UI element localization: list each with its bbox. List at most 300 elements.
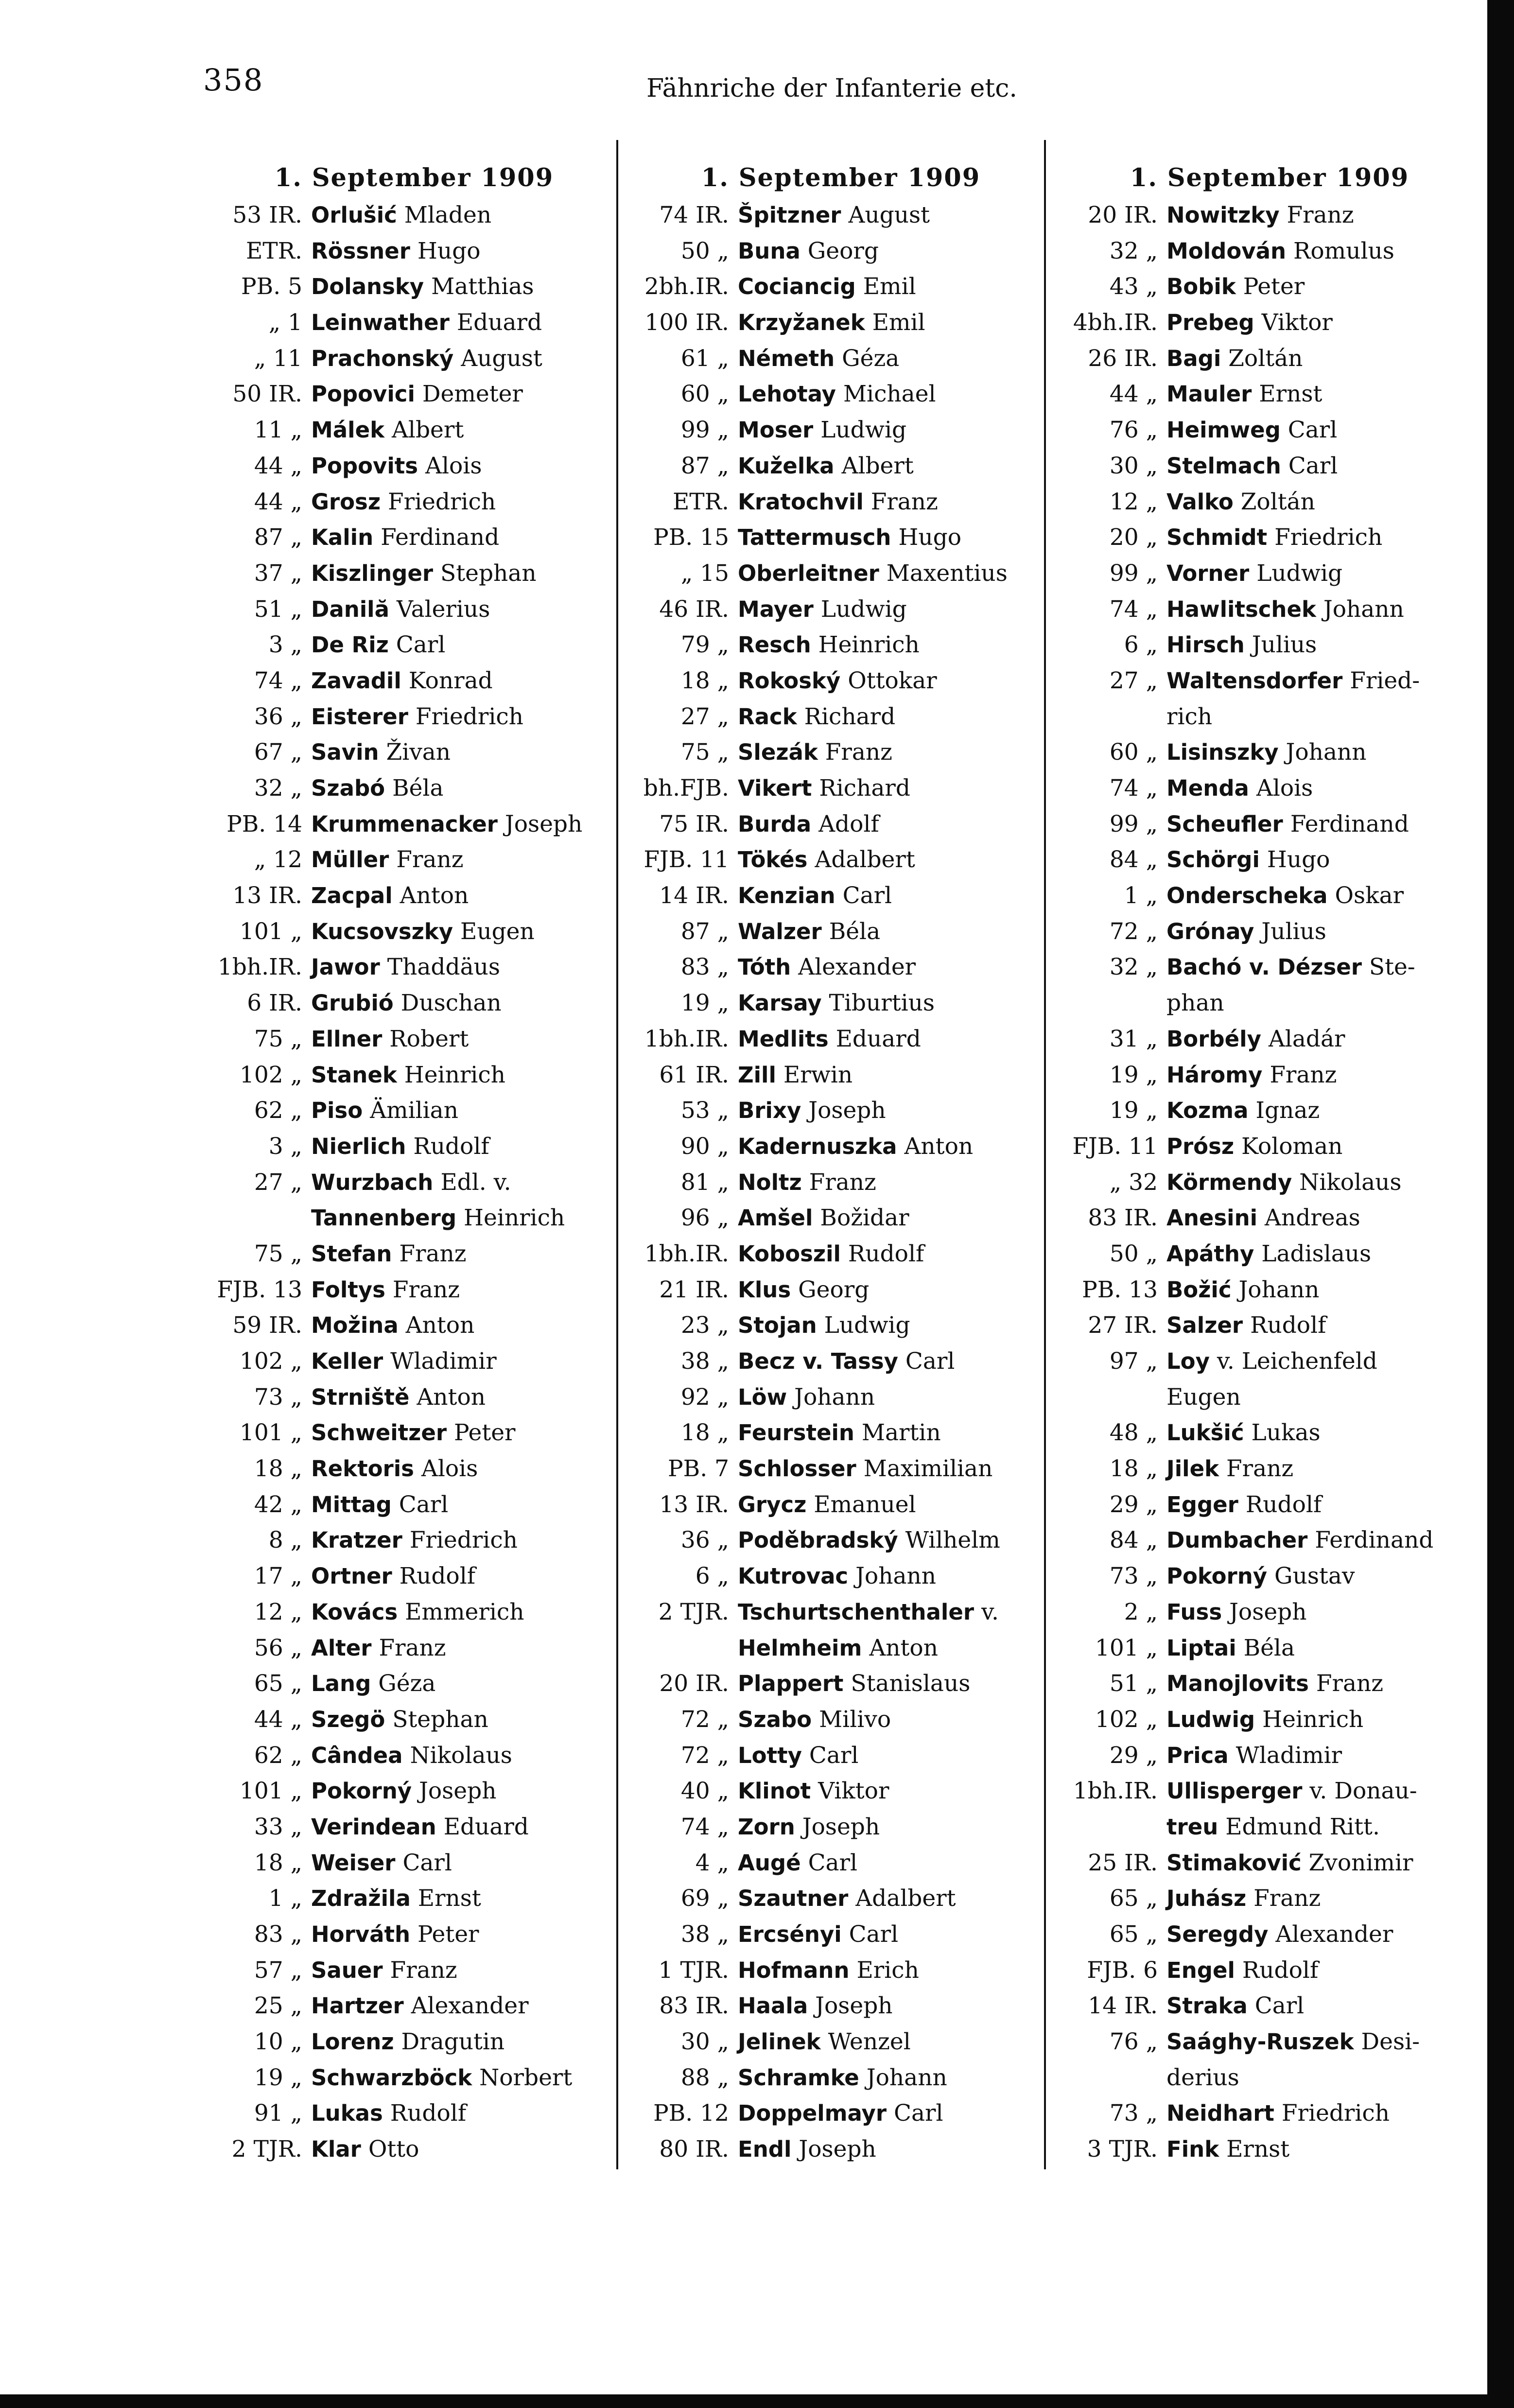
surname: Resch xyxy=(738,632,811,658)
surname: Feurstein xyxy=(738,1420,854,1446)
entry-line xyxy=(627,1666,1055,1702)
person-name xyxy=(738,1165,1055,1201)
entry-line xyxy=(200,1953,628,1989)
given-name: Eugen xyxy=(1166,1383,1241,1411)
person-name xyxy=(311,949,628,985)
given-name: Franz xyxy=(1226,1455,1294,1483)
entry-line xyxy=(200,1773,628,1809)
given-name: Zvonimir xyxy=(1308,1849,1413,1876)
regiment-label xyxy=(1056,985,1166,1021)
regiment-label: 51 „ xyxy=(254,595,302,623)
entry-line xyxy=(200,1558,628,1594)
given-name: Friedrich xyxy=(1281,2100,1390,2127)
person-name xyxy=(1166,663,1483,699)
person-name xyxy=(311,2060,628,2096)
surname: Dolansky xyxy=(311,274,424,300)
entry-line xyxy=(627,1881,1055,1917)
given-name: Wenzel xyxy=(828,2028,911,2056)
surname: Lukas xyxy=(311,2100,383,2127)
person-name xyxy=(311,1272,628,1308)
regiment-label: 75 „ xyxy=(254,1240,302,1267)
surname: Salzer xyxy=(1166,1312,1243,1339)
regiment-label: 83 „ xyxy=(254,1921,302,1948)
person-name xyxy=(1166,520,1483,556)
given-name: Zoltán xyxy=(1240,488,1315,515)
surname: Grubió xyxy=(311,990,394,1016)
given-name: August xyxy=(461,345,542,372)
surname: Grosz xyxy=(311,489,381,515)
person-name xyxy=(738,1487,1055,1523)
given-name: Hugo xyxy=(417,237,481,264)
entry-line xyxy=(200,376,628,412)
person-name xyxy=(311,197,628,233)
regiment-label: 99 „ xyxy=(680,417,729,444)
given-name: Nikolaus xyxy=(410,1742,512,1769)
surname: Waltensdorfer xyxy=(1166,667,1343,694)
given-name: Franz xyxy=(399,1240,467,1267)
given-name: Emil xyxy=(872,309,925,336)
entry-line xyxy=(1056,1702,1483,1738)
given-name: Ottokar xyxy=(848,667,937,694)
given-name: Rudolf xyxy=(390,2100,467,2127)
regiment-label: „ 15 xyxy=(680,559,729,587)
given-name: Stephan xyxy=(440,559,537,587)
regiment-label: 50 „ xyxy=(1109,1240,1158,1267)
given-name: Franz xyxy=(1270,1061,1337,1088)
regiment-label: 102 „ xyxy=(1095,1706,1158,1733)
person-name xyxy=(1166,1988,1483,2024)
surname: Tschurtschenthaler xyxy=(738,1599,975,1625)
regiment-label: 1bh.IR. xyxy=(644,1025,729,1052)
given-name: phan xyxy=(1166,990,1224,1017)
entry-line xyxy=(1056,2131,1483,2167)
person-name xyxy=(738,1379,1055,1415)
regiment-label: 44 „ xyxy=(1109,381,1158,408)
given-name: Stanislaus xyxy=(851,1670,971,1697)
given-name: Heinrich xyxy=(463,1204,565,1232)
person-name xyxy=(1166,1809,1483,1845)
given-name: Johann xyxy=(855,1563,937,1590)
given-name: Carl xyxy=(1288,452,1338,479)
surname: Schmidt xyxy=(1166,524,1268,551)
regiment-label: 18 „ xyxy=(680,667,729,694)
person-name xyxy=(1166,699,1483,735)
entry-line xyxy=(1056,949,1483,985)
surname: Brixy xyxy=(738,1098,801,1124)
person-name xyxy=(311,1558,628,1594)
regiment-label: PB. 12 xyxy=(653,2100,729,2127)
regiment-label: 14 IR. xyxy=(659,882,729,909)
given-name: Adalbert xyxy=(855,1885,956,1912)
surname: Krummenacker xyxy=(311,811,498,837)
surname: Lehotay xyxy=(738,381,836,407)
entry-line xyxy=(627,663,1055,699)
entry-line xyxy=(1056,592,1483,628)
given-name: Franz xyxy=(1287,202,1354,228)
surname: Špitzner xyxy=(738,202,841,228)
given-name: Erwin xyxy=(783,1061,853,1088)
entry-line xyxy=(1056,878,1483,914)
surname: Hirsch xyxy=(1166,632,1245,658)
regiment-label: FJB. 11 xyxy=(644,846,729,873)
surname: Nowitzky xyxy=(1166,202,1280,228)
person-name xyxy=(738,197,1055,233)
person-name xyxy=(1166,1200,1483,1236)
entry-line xyxy=(627,1558,1055,1594)
given-name: Franz xyxy=(1316,1670,1384,1697)
surname: Mauler xyxy=(1166,381,1252,407)
person-name xyxy=(1166,1415,1483,1451)
person-name xyxy=(1166,592,1483,628)
entry-line xyxy=(200,305,628,341)
person-name xyxy=(311,1666,628,1702)
surname: Popovici xyxy=(311,381,415,407)
surname: Kalin xyxy=(311,524,374,551)
regiment-label: 72 „ xyxy=(680,1706,729,1733)
person-name xyxy=(1166,1953,1483,1989)
regiment-label: 90 „ xyxy=(680,1133,729,1160)
given-name: Carl xyxy=(849,1921,899,1948)
given-name: Andreas xyxy=(1265,1204,1360,1232)
given-name: Edl. v. xyxy=(440,1169,511,1196)
person-name xyxy=(738,592,1055,628)
regiment-label: 102 „ xyxy=(240,1061,302,1088)
person-name xyxy=(1166,269,1483,305)
person-name xyxy=(311,699,628,735)
entry-line xyxy=(200,1881,628,1917)
regiment-label: 25 „ xyxy=(254,1992,302,2020)
person-name xyxy=(1166,1272,1483,1308)
regiment-label: 3 „ xyxy=(268,1133,302,1160)
person-name xyxy=(738,1988,1055,2024)
person-name xyxy=(311,914,628,950)
regiment-label: 73 „ xyxy=(254,1383,302,1411)
given-name: Friedrich xyxy=(1274,524,1383,551)
person-name xyxy=(1166,1487,1483,1523)
surname: Horváth xyxy=(311,1921,411,1947)
regiment-label: 17 „ xyxy=(254,1563,302,1590)
entry-line xyxy=(627,484,1055,520)
entry-line xyxy=(200,233,628,269)
person-name xyxy=(1166,448,1483,484)
entry-line xyxy=(1056,1917,1483,1953)
regiment-label: 50 „ xyxy=(680,237,729,264)
regiment-label xyxy=(1056,699,1166,735)
person-name xyxy=(311,2024,628,2060)
given-name: Alexander xyxy=(411,1992,529,2020)
entry-line xyxy=(200,1021,628,1057)
entry-line xyxy=(1056,1236,1483,1272)
regiment-label: 6 „ xyxy=(695,1563,729,1590)
regiment-label: 51 „ xyxy=(1109,1670,1158,1697)
surname: Helmheim xyxy=(738,1635,862,1661)
person-name xyxy=(311,305,628,341)
regiment-label: 20 „ xyxy=(1109,524,1158,551)
surname: Lang xyxy=(311,1671,371,1697)
surname: Dumbacher xyxy=(1166,1527,1308,1553)
regiment-label: 14 IR. xyxy=(1088,1992,1158,2020)
surname: Schramke xyxy=(738,2064,859,2091)
given-name: Erich xyxy=(856,1956,919,1984)
entry-line xyxy=(1056,1522,1483,1558)
entry-line xyxy=(200,2060,628,2096)
regiment-label: bh.FJB. xyxy=(643,775,729,802)
entry-line xyxy=(627,842,1055,878)
person-name xyxy=(738,1236,1055,1272)
given-name: Carl xyxy=(808,1849,858,1876)
person-name xyxy=(311,627,628,663)
surname: Buna xyxy=(738,238,801,264)
surname: Tattermusch xyxy=(738,524,891,551)
entry-line xyxy=(1056,484,1483,520)
entry-line xyxy=(627,2024,1055,2060)
entry-line xyxy=(627,1917,1055,1953)
surname: Vorner xyxy=(1166,560,1250,586)
given-name: Carl xyxy=(1288,417,1338,444)
regiment-label: PB. 5 xyxy=(241,273,302,300)
regiment-label: 1 „ xyxy=(268,1885,302,1912)
given-name: Stephan xyxy=(392,1706,488,1733)
person-name xyxy=(311,1308,628,1344)
given-name: Carl xyxy=(399,1491,449,1518)
given-name: Anton xyxy=(904,1133,974,1160)
person-name xyxy=(738,556,1055,592)
given-name: Carl xyxy=(894,2100,943,2127)
entry-line xyxy=(200,985,628,1021)
regiment-label: 46 IR. xyxy=(659,595,729,623)
person-name xyxy=(311,341,628,377)
entry-line xyxy=(200,1451,628,1487)
running-title: Fähnriche der Infanterie etc. xyxy=(646,74,1017,103)
entry-line xyxy=(627,1165,1055,1201)
person-name xyxy=(738,1344,1055,1379)
entry-line xyxy=(1056,1809,1483,1845)
entry-line xyxy=(1056,770,1483,806)
person-name xyxy=(1166,1630,1483,1666)
surname: Schlosser xyxy=(738,1456,856,1482)
person-name xyxy=(311,1809,628,1845)
regiment-label: 43 „ xyxy=(1109,273,1158,300)
person-name xyxy=(311,1881,628,1917)
surname: Jilek xyxy=(1166,1456,1219,1482)
regiment-label: 32 „ xyxy=(1109,954,1158,981)
surname: Anesini xyxy=(1166,1205,1258,1231)
surname: Weiser xyxy=(311,1850,396,1876)
person-name xyxy=(738,1773,1055,1809)
surname: Klinot xyxy=(738,1778,811,1804)
regiment-label: 1 „ xyxy=(1124,882,1158,909)
surname: Fink xyxy=(1166,2136,1219,2163)
person-name xyxy=(738,1451,1055,1487)
given-name: Carl xyxy=(842,882,892,909)
regiment-label: FJB. 13 xyxy=(217,1276,302,1303)
surname: Eisterer xyxy=(311,703,408,730)
surname: Kadernuszka xyxy=(738,1133,897,1159)
given-name: Albert xyxy=(391,417,464,444)
given-name: Joseph xyxy=(815,1992,893,2020)
person-name xyxy=(311,1594,628,1630)
entry-line xyxy=(1056,1738,1483,1774)
given-name: Oskar xyxy=(1335,882,1404,909)
regiment-label: 42 „ xyxy=(254,1491,302,1518)
surname: Zill xyxy=(738,1062,776,1088)
surname: Božić xyxy=(1166,1276,1232,1303)
regiment-label: 2 „ xyxy=(1124,1598,1158,1625)
column-heading: 1. September 1909 xyxy=(1130,163,1410,192)
regiment-label: 99 „ xyxy=(1109,559,1158,587)
person-name xyxy=(311,1129,628,1165)
person-name xyxy=(1166,1522,1483,1558)
surname: Ludwig xyxy=(1166,1706,1255,1732)
entry-line xyxy=(200,1738,628,1774)
regiment-label: 60 „ xyxy=(1109,739,1158,766)
regiment-label: 29 „ xyxy=(1109,1742,1158,1769)
given-name: Ludwig xyxy=(820,417,907,444)
given-name: Anton xyxy=(400,882,469,909)
entry-line xyxy=(627,1415,1055,1451)
person-name xyxy=(1166,878,1483,914)
given-name: Ernst xyxy=(418,1885,481,1912)
entry-line xyxy=(1056,305,1483,341)
given-name: Rudolf xyxy=(1250,1312,1326,1339)
surname: Noltz xyxy=(738,1169,802,1195)
regiment-label: 72 „ xyxy=(1109,918,1158,945)
regiment-label: 62 „ xyxy=(254,1742,302,1769)
given-name: Norbert xyxy=(479,2064,573,2091)
entry-line xyxy=(200,1594,628,1630)
given-name: Béla xyxy=(392,775,444,802)
given-name: Carl xyxy=(402,1849,452,1876)
person-name xyxy=(311,985,628,1021)
surname: Hofmann xyxy=(738,1957,850,1983)
column-heading: 1. September 1909 xyxy=(274,163,554,192)
entry-line xyxy=(627,412,1055,448)
regiment-label: 69 „ xyxy=(680,1885,729,1912)
surname: Lotty xyxy=(738,1742,802,1768)
person-name xyxy=(311,1773,628,1809)
given-name: Robert xyxy=(389,1025,469,1052)
regiment-label: 84 „ xyxy=(1109,1527,1158,1554)
entry-line xyxy=(200,1630,628,1666)
regiment-label: 87 „ xyxy=(254,524,302,551)
person-name xyxy=(738,520,1055,556)
person-name xyxy=(738,663,1055,699)
person-name xyxy=(738,1057,1055,1093)
given-name: Tiburtius xyxy=(829,990,935,1017)
surname: Ullisperger xyxy=(1166,1778,1303,1804)
person-name xyxy=(738,734,1055,770)
person-name xyxy=(311,1917,628,1953)
given-name: Franz xyxy=(1253,1885,1321,1912)
surname: Rössner xyxy=(311,238,410,264)
entry-line xyxy=(1056,1594,1483,1630)
regiment-label: ETR. xyxy=(246,237,302,264)
regiment-label: 18 „ xyxy=(1109,1455,1158,1483)
surname: Mittag xyxy=(311,1491,392,1518)
entry-line xyxy=(1056,1881,1483,1917)
entry-line xyxy=(1056,699,1483,735)
given-name: Joseph xyxy=(419,1778,497,1805)
given-name: Heinrich xyxy=(818,631,920,659)
regiment-label: 44 „ xyxy=(254,452,302,479)
person-name xyxy=(1166,842,1483,878)
surname: Cândea xyxy=(311,1742,403,1768)
surname: Poděbradský xyxy=(738,1527,898,1553)
surname: Moldován xyxy=(1166,238,1286,264)
person-name xyxy=(311,1845,628,1881)
given-name: Carl xyxy=(905,1348,955,1375)
surname: Bachó v. Dézser xyxy=(1166,954,1362,980)
surname: Zacpal xyxy=(311,883,393,909)
surname: Tannenberg xyxy=(311,1205,457,1231)
entry-line xyxy=(1056,1272,1483,1308)
regiment-label: 99 „ xyxy=(1109,810,1158,838)
person-name xyxy=(1166,1057,1483,1093)
surname: Rektoris xyxy=(311,1456,414,1482)
given-name: Lukas xyxy=(1251,1419,1321,1447)
entry-line xyxy=(627,1522,1055,1558)
surname: Oberleitner xyxy=(738,560,879,586)
entry-line xyxy=(1056,1558,1483,1594)
person-name xyxy=(738,1200,1055,1236)
person-name xyxy=(738,233,1055,269)
surname: Bagi xyxy=(1166,345,1221,371)
entry-line xyxy=(200,627,628,663)
regiment-label: 10 „ xyxy=(254,2028,302,2056)
regiment-label xyxy=(627,1630,738,1666)
entry-line xyxy=(200,1487,628,1523)
entry-line xyxy=(627,1379,1055,1415)
given-name: Johann xyxy=(1323,595,1404,623)
person-name xyxy=(311,592,628,628)
surname: Plappert xyxy=(738,1671,844,1697)
entry-line xyxy=(200,806,628,842)
person-name xyxy=(738,842,1055,878)
given-name: Ferdinand xyxy=(1315,1527,1434,1554)
entry-line xyxy=(200,1522,628,1558)
entry-line xyxy=(627,592,1055,628)
regiment-label: 31 „ xyxy=(1109,1025,1158,1052)
entry-line xyxy=(200,520,628,556)
person-name xyxy=(311,1165,628,1201)
person-name xyxy=(1166,1093,1483,1129)
regiment-label: 87 „ xyxy=(680,918,729,945)
given-name: Johann xyxy=(1238,1276,1320,1303)
given-name: Julius xyxy=(1261,918,1326,945)
regiment-label: 80 IR. xyxy=(659,2136,729,2163)
surname: Možina xyxy=(311,1312,399,1339)
person-name xyxy=(311,448,628,484)
entry-line xyxy=(1056,1988,1483,2024)
surname: Pokorný xyxy=(311,1778,412,1804)
surname: Szabo xyxy=(738,1706,812,1732)
person-name xyxy=(1166,1344,1483,1379)
entry-line xyxy=(200,770,628,806)
entry-line xyxy=(200,1308,628,1344)
surname: Kovács xyxy=(311,1599,398,1625)
surname: Menda xyxy=(1166,775,1249,801)
entry-line xyxy=(200,2024,628,2060)
entry-line xyxy=(1056,1093,1483,1129)
entry-line xyxy=(627,914,1055,950)
column-2 xyxy=(627,160,1055,2167)
surname: Zorn xyxy=(738,1814,795,1840)
given-name: Richard xyxy=(804,703,896,730)
scan-border-right xyxy=(1487,0,1514,2408)
entry-line xyxy=(627,1344,1055,1379)
surname: Endl xyxy=(738,2136,792,2163)
given-name: Anton xyxy=(869,1634,938,1661)
